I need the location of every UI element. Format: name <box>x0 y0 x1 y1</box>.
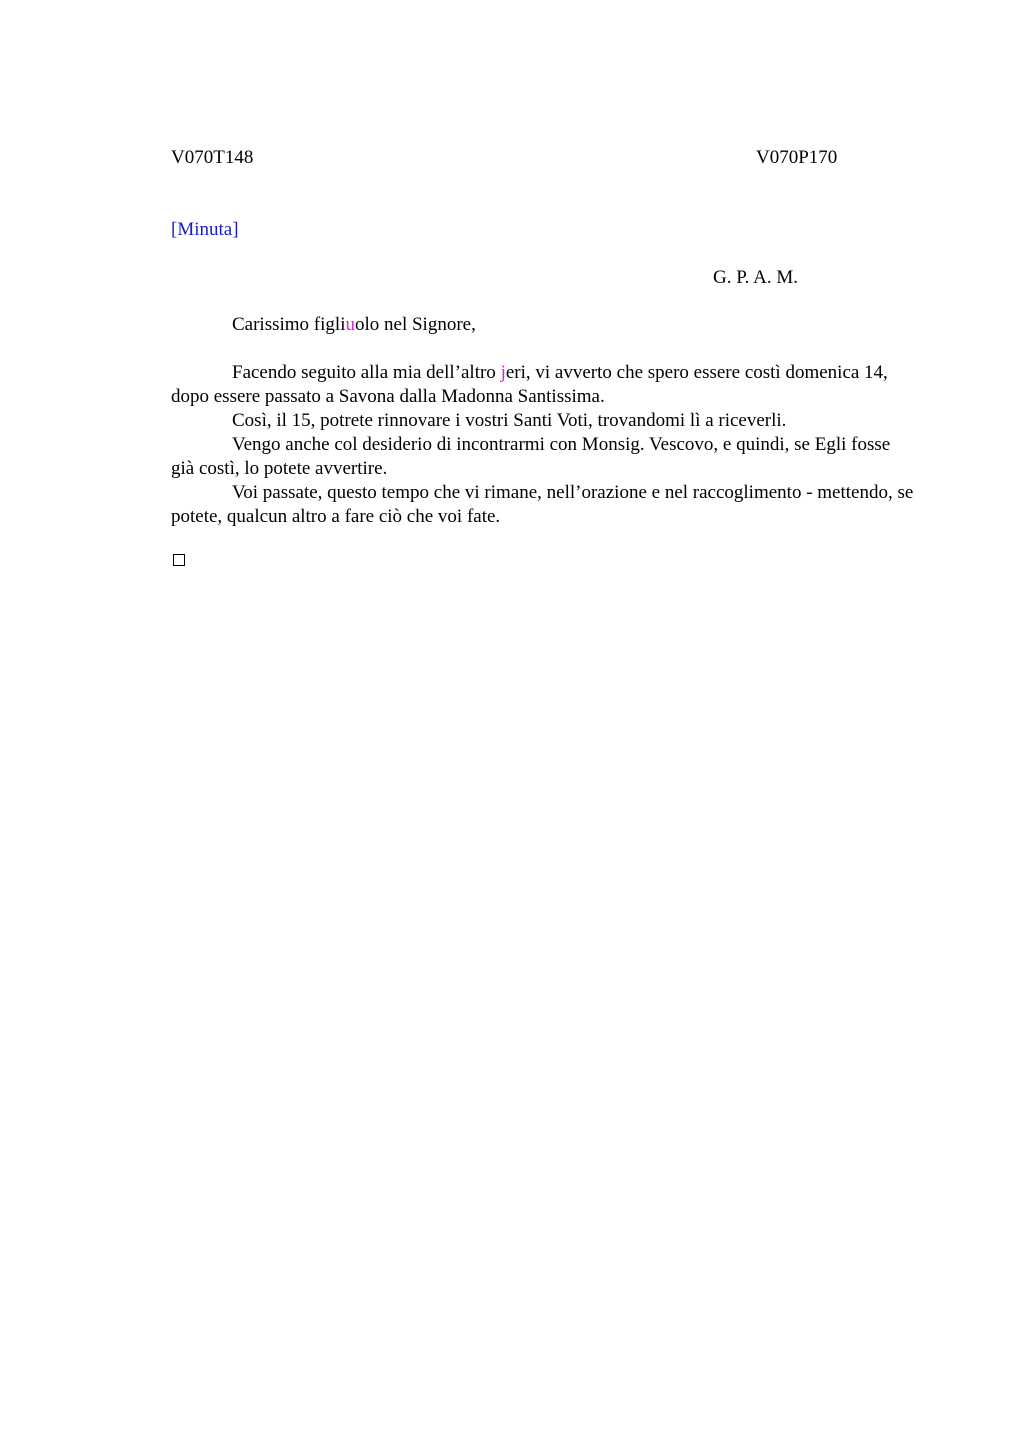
document-code-left: V070T148 <box>171 147 254 168</box>
greeting-highlight: u <box>345 314 355 335</box>
minuta-annotation: [Minuta] <box>171 219 239 240</box>
paragraph-4: Voi passate, questo tempo che vi rimane, nell’orazione e nel raccoglimento - mettendo, se potete, qualcun altro a fare ciò che voi fate. <box>171 482 914 527</box>
motto: G. P. A. M. <box>713 267 798 288</box>
paragraph-2: Così, il 15, potrete rinnovare i vostri Santi Voti, trovandomi lì a riceverli. <box>232 410 787 431</box>
paragraph-1 <box>171 361 916 409</box>
paragraph-1-highlight: j <box>500 362 506 383</box>
paragraph-3: Vengo anche col desiderio di incontrarmi con Monsig. Vescovo, e quindi, se Egli fosse già costì, lo potete avvertire. <box>171 434 891 479</box>
greeting <box>232 313 476 337</box>
paragraph-1-start: Facendo seguito alla mia dell’altro <box>232 362 501 383</box>
greeting-text-start: Carissimo figli <box>232 314 346 335</box>
paragraph-1-end: eri, vi avverto che spero essere costì domenica 14, dopo essere passato a Savona dalla Madonna Santissima. <box>171 362 888 407</box>
document-code-right: V070P170 <box>756 147 838 168</box>
empty-checkbox-icon <box>173 554 185 566</box>
greeting-text-end: olo nel Signore, <box>354 314 476 335</box>
letter-body <box>171 361 916 529</box>
